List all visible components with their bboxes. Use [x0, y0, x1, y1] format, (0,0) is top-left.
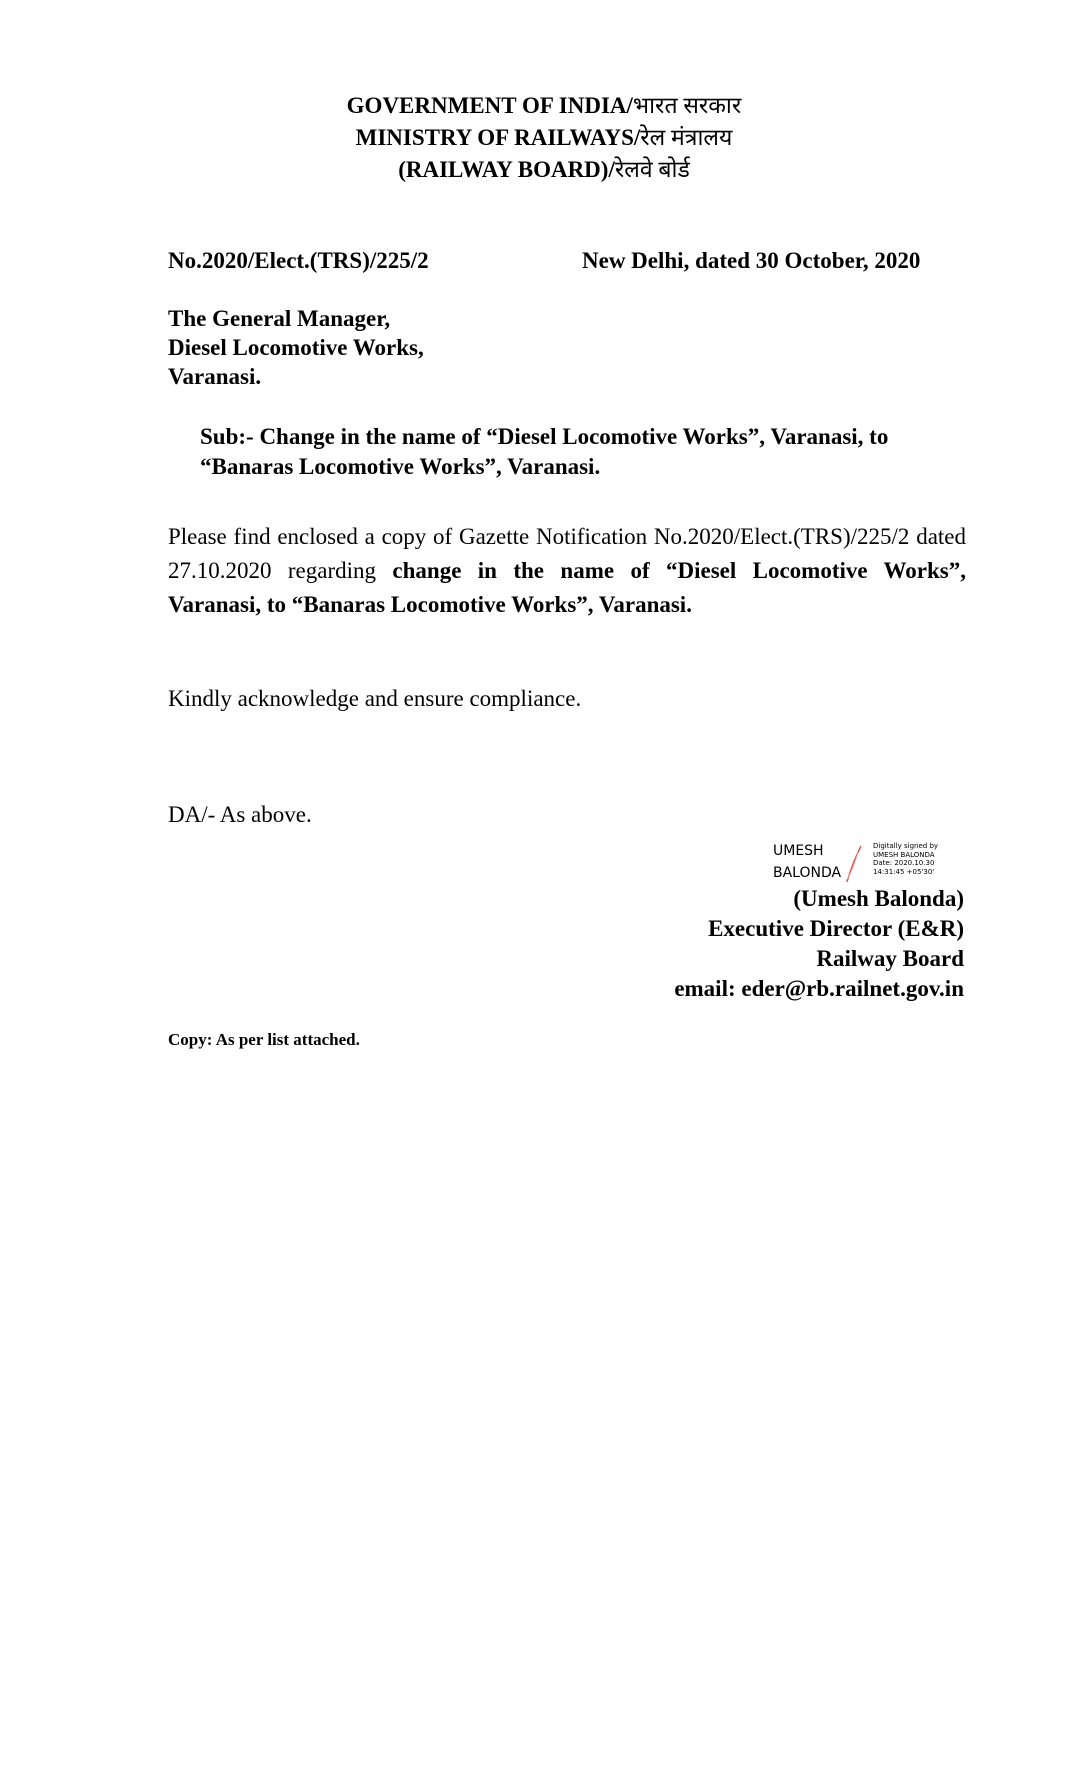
signatory-email: email: eder@rb.railnet.gov.in [674, 976, 964, 1001]
letterhead [0, 90, 1088, 186]
signature-detail-date: Date: 2020.10.30 [873, 859, 935, 867]
letterhead-ministry-hi: रेल मंत्रालय [640, 125, 733, 150]
letterhead-board-hi: रेलवे बोर्ड [614, 157, 690, 182]
signature-detail-name: UMESH BALONDA [873, 850, 935, 859]
signatory-designation: Executive Director (E&R) [708, 916, 964, 941]
letterhead-line-ministry [0, 122, 1088, 154]
letterhead-board-en: (RAILWAY BOARD)/ [398, 157, 615, 182]
place-and-date: New Delhi, dated 30 October, 2020 [582, 248, 921, 273]
closing-request: Kindly acknowledge and ensure compliance. [168, 686, 582, 711]
signature-name-first: UMESH [773, 843, 824, 859]
letterhead-line-board [0, 154, 1088, 186]
signature-detail-signed-by: Digitally signed by [873, 842, 939, 850]
signatory-name: (Umesh Balonda) [793, 886, 964, 911]
digital-signature-stamp [773, 842, 973, 890]
enclosure-note: DA/- As above. [168, 802, 312, 827]
letterhead-government-hi: भारत सरकार [632, 93, 742, 118]
signatory-office: Railway Board [816, 946, 964, 971]
letterhead-ministry-en: MINISTRY OF RAILWAYS/ [355, 125, 641, 150]
addressee-title: The General Manager, [168, 306, 391, 331]
body-bold-text: change in the name of “Diesel Locomotive Works”, Varanasi, to “Banaras Locomotive Works”, Varanasi. [168, 558, 966, 617]
letterhead-line-government [0, 90, 1088, 122]
addressee-block [168, 304, 424, 391]
body-intro-text: Please find enclosed a copy of Gazette Notification No.2020/Elect.(TRS)/225/2 dated 27.10.2020 regarding [168, 524, 966, 583]
body-paragraph [168, 520, 966, 622]
signature-name-last: BALONDA [773, 865, 842, 881]
copy-to-line: Copy: As per list attached. [168, 1030, 360, 1049]
signature-check-icon [843, 842, 865, 886]
addressee-organisation: Diesel Locomotive Works, [168, 335, 424, 360]
addressee-city: Varanasi. [168, 364, 262, 389]
letterhead-government-en: GOVERNMENT OF INDIA/ [346, 93, 633, 118]
signatory-block [674, 884, 964, 1004]
reference-number: No.2020/Elect.(TRS)/225/2 [168, 248, 429, 273]
subject-line: Sub:- Change in the name of “Diesel Locomotive Works”, Varanasi, to “Banaras Locomotive Works”, Varanasi. [200, 424, 889, 479]
signature-detail-time: 14:31:45 +05'30' [873, 867, 935, 876]
signature-details [873, 842, 938, 876]
